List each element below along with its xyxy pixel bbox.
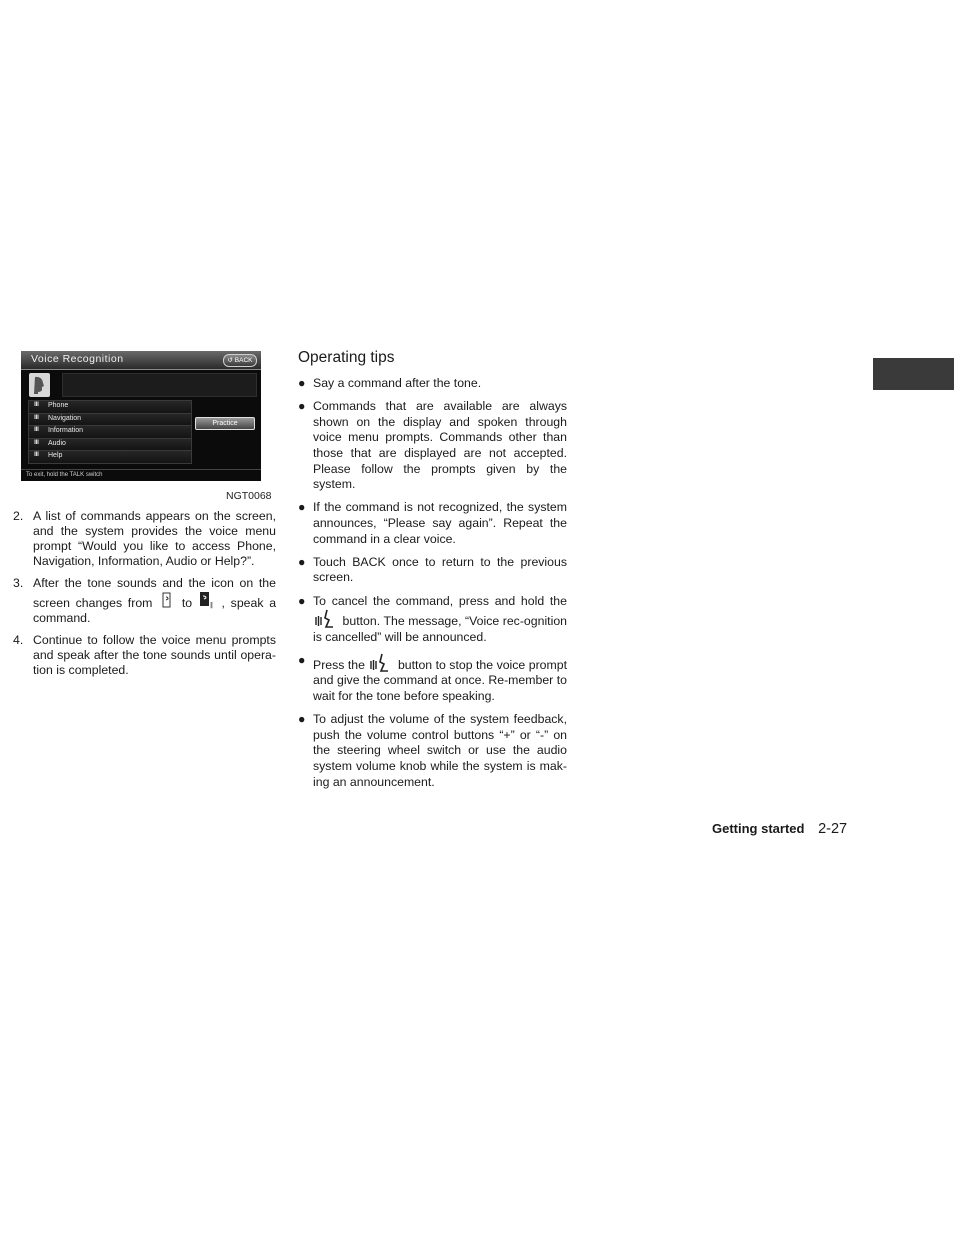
- step-item: [13, 509, 276, 569]
- voice-recognition-screen: [21, 351, 261, 481]
- step-number: 3.: [13, 576, 24, 590]
- tip-text: To adjust the volume of the system feedback, push the volume control buttons “+” or “-” on the steering wheel switch or use the audio system volume knob while the system is mak-ing an announcement.: [313, 712, 567, 789]
- step-item: [13, 633, 276, 678]
- step-text: A list of commands appears on the screen, and the system provides the voice menu prompt “Would you like to access Phone, Navigation, Information, Audio or Help?”.: [33, 509, 276, 568]
- voice-cmd-icon: ‖‖: [34, 414, 38, 421]
- talk-switch-icon: [313, 609, 339, 629]
- bullet-icon: ●: [298, 652, 306, 667]
- message-field: [62, 373, 257, 397]
- voice-recognition-icon: [29, 373, 50, 397]
- voice-icon-listening: [198, 591, 216, 609]
- command-item-audio[interactable]: [28, 438, 192, 451]
- section-name: Getting started: [712, 821, 805, 836]
- step-number: 4.: [13, 633, 24, 647]
- command-item-information[interactable]: [28, 425, 192, 438]
- back-label: BACK: [234, 357, 253, 364]
- command-label: Audio: [48, 439, 66, 447]
- tip-text: Touch BACK once to return to the previous screen.: [313, 554, 567, 585]
- screen-footer-divider: [21, 469, 261, 470]
- tip-text: button. The message, “Voice rec-ognition is cancelled” will be announced.: [313, 614, 568, 644]
- operating-tips: [298, 349, 567, 798]
- tip-item: [298, 555, 567, 586]
- section-tab-marker: [873, 358, 954, 390]
- tip-item: [298, 712, 567, 790]
- command-label: Navigation: [48, 414, 82, 422]
- bullet-icon: ●: [298, 712, 306, 727]
- svg-text:‖: ‖: [209, 602, 213, 609]
- steps-list: [13, 509, 276, 685]
- bullet-icon: ●: [298, 554, 306, 569]
- talk-switch-icon: [368, 653, 394, 673]
- step-item: [13, 576, 276, 626]
- page-number: 2-27: [818, 821, 848, 837]
- voice-cmd-icon: ‖‖: [34, 402, 38, 408]
- screen-title-bar: [21, 351, 261, 370]
- command-item-phone[interactable]: [28, 400, 192, 413]
- tip-text: If the command is not recognized, the system announces, “Please say again”. Repeat the command in a clear voice.: [313, 500, 567, 546]
- tip-text: To cancel the command, press and hold the: [313, 593, 567, 608]
- tip-item: [298, 594, 567, 646]
- command-item-help[interactable]: [28, 450, 192, 464]
- step-text: Continue to follow the voice menu prompts and speak after the tone sounds until opera-tion is completed.: [33, 633, 276, 677]
- voice-cmd-icon: ‖‖: [34, 452, 38, 458]
- voice-icon-idle: [158, 591, 176, 609]
- command-label: Help: [48, 452, 63, 459]
- command-item-navigation[interactable]: [28, 413, 192, 426]
- step-text: After the tone sounds and the icon on the screen changes from: [33, 576, 276, 610]
- bullet-icon: ●: [298, 593, 306, 608]
- command-list: [28, 400, 192, 464]
- tip-item: [298, 653, 567, 705]
- step-text: , speak a command.: [33, 596, 277, 625]
- back-button[interactable]: ↺ BACK: [223, 354, 257, 367]
- tip-item: [298, 500, 567, 547]
- tip-item: [298, 399, 567, 493]
- page-footer: [712, 821, 847, 837]
- tip-text: Say a command after the tone.: [313, 376, 482, 390]
- tip-text: button to stop the voice prompt and give the command at once. Re-member to wait for the tone before speaking.: [313, 657, 568, 704]
- practice-button[interactable]: Practice: [195, 417, 255, 430]
- tip-item: [298, 376, 567, 392]
- screen-footer-message: To exit, hold the TALK switch: [26, 472, 103, 478]
- tips-heading: Operating tips: [298, 349, 395, 366]
- command-label: Phone: [48, 402, 69, 409]
- bullet-icon: ●: [298, 500, 306, 515]
- tip-text: Commands that are available are always shown on the display and spoken through voice menu prompts. Commands other than those that are displayed are not accepted. Please follow the prompts given by the system.: [313, 399, 567, 492]
- step-number: 2.: [13, 509, 24, 523]
- step-text: to: [181, 596, 193, 610]
- screen-title: Voice Recognition: [31, 353, 124, 365]
- bullet-icon: ●: [298, 376, 306, 390]
- figure-code: NGT0068: [226, 490, 272, 502]
- voice-cmd-icon: ‖‖: [34, 439, 38, 446]
- command-label: Information: [48, 427, 84, 434]
- voice-cmd-icon: ‖‖: [34, 427, 38, 433]
- bullet-icon: ●: [298, 399, 306, 414]
- tip-text: Press the: [313, 657, 365, 672]
